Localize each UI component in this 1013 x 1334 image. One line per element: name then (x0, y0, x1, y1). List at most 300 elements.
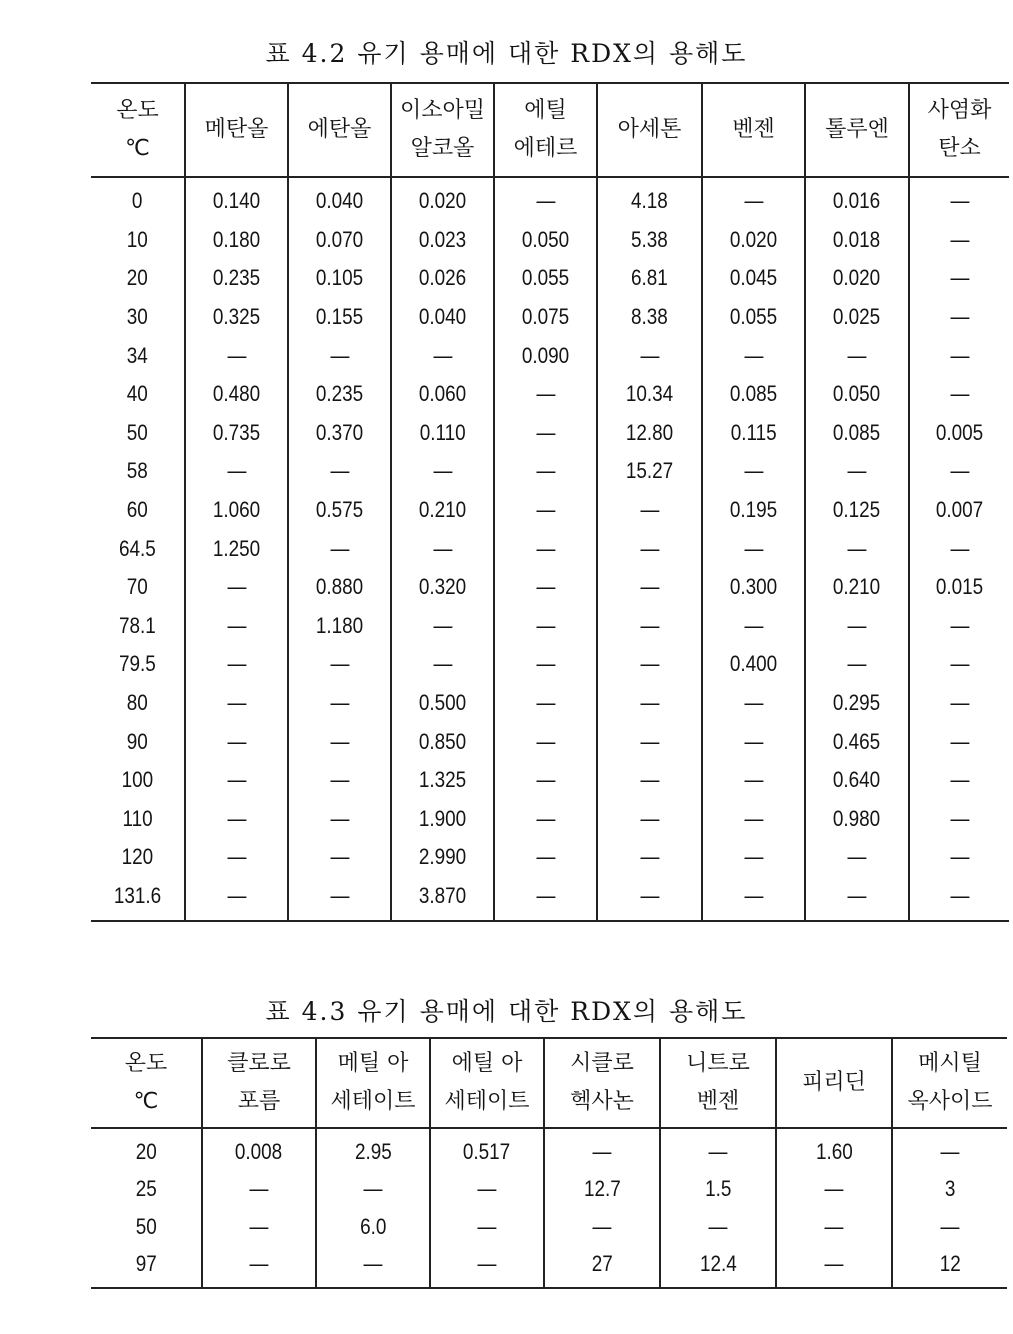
cell-value: — (330, 844, 349, 870)
temperature-cell (91, 221, 185, 260)
cell-value: 0.880 (315, 574, 364, 600)
header-label-line: 알코올 (410, 136, 475, 161)
cell-value: — (536, 844, 555, 870)
cell-value: — (536, 535, 555, 561)
solubility-cell (805, 877, 909, 922)
temperature-cell (91, 800, 185, 839)
solubility-cell (430, 1208, 544, 1246)
table-row (91, 298, 1009, 337)
cell-value: — (433, 342, 452, 368)
solubility-cell (494, 375, 597, 414)
solubility-cell (202, 1208, 316, 1246)
solubility-cell (391, 607, 494, 646)
solubility-cell (660, 1128, 776, 1171)
table-caption: 표 4.3 유기 용매에 대한 RDX의 용해도 (265, 997, 748, 1026)
table-row (91, 761, 1009, 800)
solubility-cell (391, 452, 494, 491)
cell-value: 0.155 (315, 304, 364, 330)
cell-value: 12.80 (625, 419, 674, 445)
cell-value: 0.370 (315, 419, 364, 445)
cell-value: 30 (126, 304, 149, 330)
column-header-temperature (91, 83, 185, 177)
cell-value: — (744, 535, 763, 561)
cell-value: 0.075 (521, 304, 570, 330)
cell-value: 5.38 (631, 226, 668, 252)
temperature-cell (91, 1246, 202, 1289)
solubility-cell (494, 452, 597, 491)
cell-value: 0.125 (833, 497, 881, 523)
solubility-cell (391, 761, 494, 800)
solubility-cell (805, 414, 909, 453)
cell-value: — (940, 1213, 960, 1239)
solubility-cell (597, 529, 702, 568)
cell-value: — (847, 612, 867, 638)
solubility-cell (185, 529, 288, 568)
temperature-cell (91, 452, 185, 491)
cell-value: 0.055 (521, 265, 570, 291)
header-label-line: 에틸 아 (451, 1051, 523, 1076)
cell-value: — (744, 342, 763, 368)
solubility-cell (702, 336, 805, 375)
solubility-cell (288, 607, 391, 646)
cell-value: — (640, 612, 659, 638)
solubility-cell (185, 877, 288, 922)
cell-value: 0.020 (418, 188, 467, 214)
solubility-cell (909, 452, 1009, 491)
solubility-cell (494, 761, 597, 800)
cell-value: — (950, 767, 969, 793)
cell-value: — (536, 882, 555, 908)
cell-value: 0.400 (729, 651, 778, 677)
solubility-cell (597, 568, 702, 607)
column-header (597, 83, 702, 177)
solubility-cell (909, 298, 1009, 337)
cell-value: 1.250 (212, 535, 261, 561)
cell-value: — (536, 805, 555, 831)
cell-value: 97 (135, 1251, 157, 1277)
column-header (430, 1038, 544, 1128)
table-row (91, 221, 1009, 260)
cell-value: 0.500 (418, 690, 467, 716)
cell-value: 0.235 (315, 381, 364, 407)
cell-value: — (708, 1213, 728, 1239)
cell-value: — (363, 1251, 383, 1277)
cell-value: 70 (126, 574, 149, 600)
cell-value: 0.015 (935, 574, 984, 600)
solubility-cell (288, 877, 391, 922)
cell-value: — (536, 458, 555, 484)
table-row (91, 491, 1009, 530)
solubility-cell (494, 568, 597, 607)
header-row (91, 83, 1009, 177)
cell-value: — (330, 342, 349, 368)
table-row (91, 722, 1009, 761)
cell-value: 0.055 (729, 304, 778, 330)
cell-value: — (536, 574, 555, 600)
cell-value: — (640, 728, 659, 754)
solubility-cell (702, 722, 805, 761)
cell-value: — (227, 651, 246, 677)
cell-value: — (708, 1138, 728, 1164)
table-row (91, 607, 1009, 646)
solubility-cell (430, 1128, 544, 1171)
cell-value: — (477, 1251, 497, 1277)
cell-value: — (477, 1176, 497, 1202)
solubility-cell (391, 684, 494, 723)
header-label-line: 포름 (237, 1089, 281, 1114)
header-label-line: 클로로 (227, 1051, 291, 1076)
solubility-cell (892, 1208, 1007, 1246)
solubility-cell (805, 177, 909, 221)
header-label-line: 톨루엔 (825, 117, 889, 142)
cell-value: — (640, 535, 659, 561)
header-label-line: 세테이트 (330, 1089, 416, 1114)
cell-value: 80 (126, 690, 149, 716)
header-label-line: 세테이트 (444, 1089, 530, 1114)
cell-value: 0.070 (315, 226, 364, 252)
solubility-cell (597, 298, 702, 337)
solubility-cell (288, 722, 391, 761)
solubility-cell (391, 529, 494, 568)
cell-value: — (330, 805, 349, 831)
header-label-line: 온도 (124, 1051, 168, 1076)
solubility-cell (597, 607, 702, 646)
header-label-line: 벤젠 (696, 1089, 740, 1114)
cell-value: 10 (126, 226, 149, 252)
cell-value: 60 (126, 497, 149, 523)
solubility-cell (494, 221, 597, 260)
cell-value: — (227, 728, 246, 754)
solubility-cell (702, 491, 805, 530)
solubility-cell (391, 221, 494, 260)
cell-value: 0.040 (315, 188, 364, 214)
cell-value: — (227, 805, 246, 831)
solubility-cell (391, 259, 494, 298)
temperature-cell (91, 722, 185, 761)
solubility-cell (597, 761, 702, 800)
table-caption: 표 4.2 유기 용매에 대한 RDX의 용해도 (265, 39, 748, 68)
cell-value: — (227, 844, 246, 870)
cell-value: 78.1 (119, 612, 156, 638)
cell-value: 0.115 (730, 419, 777, 445)
cell-value: 120 (121, 844, 154, 870)
cell-value: — (536, 767, 555, 793)
solubility-cell (391, 414, 494, 453)
cell-value: — (640, 342, 659, 368)
cell-value: 0.018 (833, 226, 881, 252)
cell-value: 20 (135, 1138, 157, 1164)
cell-value: 0.295 (833, 690, 881, 716)
temperature-cell (91, 1128, 202, 1171)
cell-value: — (640, 497, 659, 523)
solubility-cell (892, 1246, 1007, 1289)
table-body (91, 177, 1009, 921)
cell-value: 0.026 (418, 265, 467, 291)
header-label-line: 아세톤 (617, 117, 682, 142)
cell-value: 0.085 (833, 419, 881, 445)
cell-value: 0.050 (521, 226, 570, 252)
solubility-cell (805, 491, 909, 530)
cell-value: — (536, 419, 555, 445)
cell-value: — (950, 728, 969, 754)
cell-value: — (227, 690, 246, 716)
cell-value: — (227, 767, 246, 793)
cell-value: 0.517 (463, 1138, 511, 1164)
header-label-line: 메틸 아 (337, 1051, 409, 1076)
header-row (91, 1038, 1007, 1128)
cell-value: 0.480 (212, 381, 261, 407)
column-header (544, 1038, 660, 1128)
cell-value: — (744, 805, 763, 831)
solubility-cell (288, 800, 391, 839)
column-header (391, 83, 494, 177)
cell-value: 0.210 (833, 574, 881, 600)
table-row (91, 838, 1009, 877)
cell-value: — (330, 458, 349, 484)
cell-value: 6.0 (359, 1213, 387, 1239)
solubility-cell (702, 800, 805, 839)
cell-value: — (744, 728, 763, 754)
table-row (91, 568, 1009, 607)
solubility-table-4-3 (91, 1037, 1007, 1289)
solubility-cell (185, 800, 288, 839)
column-header (660, 1038, 776, 1128)
solubility-cell (660, 1171, 776, 1209)
solubility-cell (494, 298, 597, 337)
cell-value: — (744, 882, 763, 908)
cell-value: 40 (126, 381, 149, 407)
cell-value: — (433, 535, 452, 561)
solubility-cell (805, 722, 909, 761)
header-label-line: 탄소 (938, 136, 981, 161)
solubility-cell (185, 491, 288, 530)
solubility-cell (288, 761, 391, 800)
solubility-cell (494, 838, 597, 877)
table-row (91, 414, 1009, 453)
cell-value: 0.980 (833, 805, 881, 831)
cell-value: — (536, 651, 555, 677)
header-label-line: 온도 (116, 98, 159, 123)
cell-value: 0.640 (833, 767, 881, 793)
header-label-line: 에테르 (513, 136, 578, 161)
solubility-cell (391, 838, 494, 877)
cell-value: — (950, 381, 969, 407)
solubility-cell (597, 452, 702, 491)
solubility-cell (597, 877, 702, 922)
table-row (91, 1171, 1007, 1209)
cell-value: — (744, 188, 763, 214)
solubility-cell (202, 1128, 316, 1171)
solubility-cell (702, 645, 805, 684)
cell-value: 0.020 (833, 265, 881, 291)
cell-value: — (330, 651, 349, 677)
cell-value: 34 (126, 342, 149, 368)
solubility-cell (597, 645, 702, 684)
cell-value: 90 (126, 728, 149, 754)
table-row (91, 684, 1009, 723)
header-label-line: 에틸 (524, 98, 567, 123)
solubility-cell (805, 568, 909, 607)
solubility-cell (805, 452, 909, 491)
cell-value: — (824, 1213, 844, 1239)
solubility-cell (805, 221, 909, 260)
solubility-cell (702, 221, 805, 260)
solubility-cell (185, 452, 288, 491)
solubility-cell (597, 491, 702, 530)
cell-value: — (592, 1213, 612, 1239)
cell-value: 3.870 (418, 882, 467, 908)
solubility-cell (494, 877, 597, 922)
cell-value: — (363, 1176, 383, 1202)
solubility-cell (391, 336, 494, 375)
cell-value: — (950, 265, 969, 291)
solubility-cell (391, 877, 494, 922)
cell-value: 79.5 (119, 651, 156, 677)
cell-value: — (433, 612, 452, 638)
cell-value: — (536, 612, 555, 638)
solubility-cell (805, 761, 909, 800)
solubility-cell (597, 221, 702, 260)
table-row (91, 452, 1009, 491)
temperature-cell (91, 607, 185, 646)
solubility-cell (494, 336, 597, 375)
cell-value: 0.085 (729, 381, 778, 407)
solubility-cell (288, 259, 391, 298)
cell-value: — (950, 690, 969, 716)
cell-value: — (744, 612, 763, 638)
cell-value: — (249, 1213, 269, 1239)
solubility-cell (909, 877, 1009, 922)
table-row (91, 1208, 1007, 1246)
solubility-cell (391, 177, 494, 221)
cell-value: 10.34 (625, 381, 674, 407)
solubility-cell (909, 607, 1009, 646)
cell-value: — (227, 458, 246, 484)
solubility-cell (288, 177, 391, 221)
cell-value: — (744, 458, 763, 484)
solubility-cell (185, 838, 288, 877)
solubility-cell (909, 177, 1009, 221)
cell-value: — (824, 1176, 844, 1202)
solubility-cell (702, 298, 805, 337)
temperature-cell (91, 491, 185, 530)
temperature-cell (91, 568, 185, 607)
solubility-cell (597, 838, 702, 877)
table-row (91, 877, 1009, 922)
cell-value: — (847, 535, 867, 561)
cell-value: 0.045 (729, 265, 778, 291)
cell-value: — (330, 535, 349, 561)
solubility-cell (805, 259, 909, 298)
solubility-cell (544, 1171, 660, 1209)
cell-value: 25 (135, 1176, 157, 1202)
solubility-cell (185, 645, 288, 684)
cell-value: 2.990 (418, 844, 467, 870)
solubility-cell (430, 1246, 544, 1289)
cell-value: 0.735 (212, 419, 261, 445)
solubility-cell (805, 800, 909, 839)
temperature-cell (91, 298, 185, 337)
cell-value: 0 (132, 188, 143, 214)
solubility-cell (776, 1128, 892, 1171)
cell-value: — (640, 844, 659, 870)
solubility-cell (909, 838, 1009, 877)
solubility-cell (909, 221, 1009, 260)
cell-value: — (950, 612, 969, 638)
cell-value: — (847, 651, 867, 677)
cell-value: — (227, 342, 246, 368)
solubility-cell (494, 491, 597, 530)
cell-value: — (950, 882, 969, 908)
temperature-cell (91, 414, 185, 453)
cell-value: 0.195 (729, 497, 778, 523)
cell-value: 0.140 (212, 188, 261, 214)
cell-value: 12.4 (699, 1251, 737, 1277)
cell-value: 0.210 (418, 497, 467, 523)
solubility-cell (909, 722, 1009, 761)
cell-value: 0.465 (833, 728, 881, 754)
header-label-line: 벤젠 (732, 117, 775, 142)
cell-value: 0.040 (418, 304, 467, 330)
solubility-cell (316, 1208, 430, 1246)
cell-value: — (940, 1138, 960, 1164)
temperature-cell (91, 645, 185, 684)
header-label-line: ℃ (125, 136, 150, 161)
solubility-cell (494, 722, 597, 761)
table-row (91, 375, 1009, 414)
table-row (91, 1128, 1007, 1171)
header-label-line: 메시틸 (918, 1051, 982, 1076)
cell-value: 131.6 (113, 882, 162, 908)
solubility-cell (597, 800, 702, 839)
solubility-cell (316, 1171, 430, 1209)
solubility-cell (391, 800, 494, 839)
cell-value: — (744, 690, 763, 716)
solubility-cell (597, 414, 702, 453)
solubility-cell (185, 375, 288, 414)
cell-value: — (950, 458, 969, 484)
header-label-line: 시클로 (570, 1051, 634, 1076)
solubility-cell (909, 259, 1009, 298)
cell-value: 0.007 (935, 497, 984, 523)
cell-value: — (950, 844, 969, 870)
solubility-cell (909, 491, 1009, 530)
solubility-cell (909, 336, 1009, 375)
cell-value: 20 (126, 265, 149, 291)
cell-value: 0.320 (418, 574, 467, 600)
cell-value: — (536, 497, 555, 523)
cell-value: — (950, 342, 969, 368)
cell-value: — (227, 882, 246, 908)
cell-value: 0.016 (833, 188, 881, 214)
column-header (702, 83, 805, 177)
solubility-cell (597, 684, 702, 723)
solubility-cell (185, 414, 288, 453)
solubility-cell (909, 414, 1009, 453)
solubility-cell (702, 761, 805, 800)
temperature-cell (91, 877, 185, 922)
cell-value: 0.025 (833, 304, 881, 330)
solubility-cell (805, 607, 909, 646)
temperature-cell (91, 336, 185, 375)
cell-value: — (640, 690, 659, 716)
cell-value: — (227, 574, 246, 600)
cell-value: — (824, 1251, 844, 1277)
solubility-cell (316, 1246, 430, 1289)
table-row (91, 259, 1009, 298)
solubility-cell (288, 221, 391, 260)
solubility-cell (597, 177, 702, 221)
